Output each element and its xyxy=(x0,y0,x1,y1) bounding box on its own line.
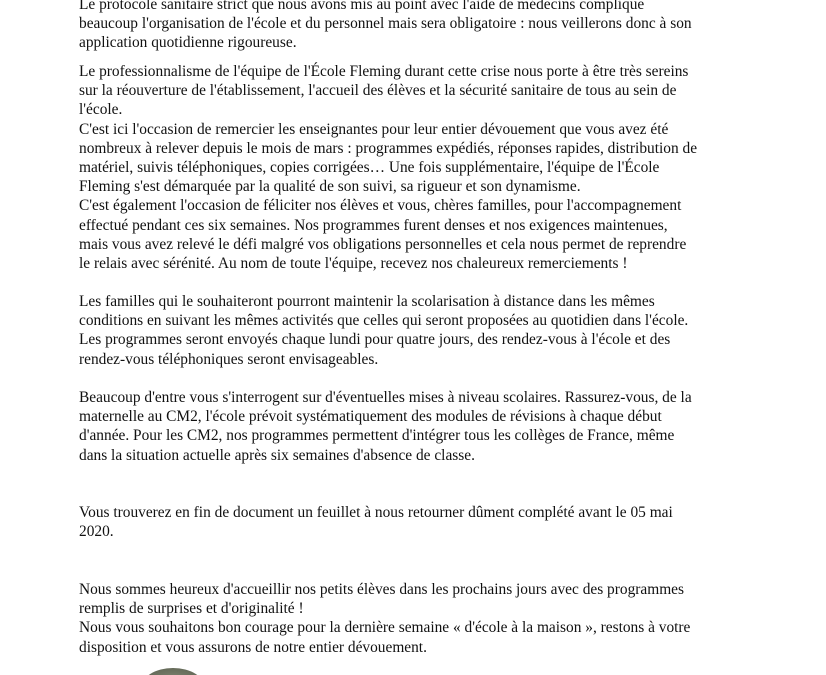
paragraph-closing xyxy=(79,580,759,657)
paragraph-text: Beaucoup d'entre vous s'interrogent sur d'éventuelles mises à niveau scolaires. Rassurez-vous, de la maternelle au CM2, l'école prévoit systématiquement des modules de révisions à chaque début d'année. Pour les CM2, nos programmes permettent d'intégrer tous les collèges de France, même dans la situation actuelle après six semaines d'absence de classe. xyxy=(79,389,692,464)
paragraph-sanitary-protocol xyxy=(79,0,759,53)
paragraph-distance-schooling xyxy=(79,292,759,369)
paragraph-return-form xyxy=(79,503,759,541)
stamp-image xyxy=(141,668,205,675)
paragraph-text: Le professionnalisme de l'équipe de l'École Fleming durant cette crise nous porte à être très sereins sur la réouverture de l'établissement, l'accueil des élèves et la sécurité sanitaire de tous au sein de l'école. C'est ici l'occasion de remercier les enseignantes pour leur entier dévouement que vous avez été nombreux à relever depuis le mois de mars : programmes expédiés, réponses rapides, distribution de matériel, suivis téléphoniques, copies corrigées… Une fois supplémentaire, l'équipe de l'École Fleming s'est démarquée par la qualité de son suivi, sa rigueur et son dynamisme. C'est également l'occasion de féliciter nos élèves et vous, chères familles, pour l'accompagnement effectué pendant ces six semaines. Nos programmes furent denses et nos exigences maintenues, mais vous avez relevé le défi malgré vos obligations personnelles et cela nous permet de reprendre le relais avec sérénité. Au nom de toute l'équipe, recevez nos chaleureux remerciements ! xyxy=(79,63,698,273)
paragraph-text: Vous trouverez en fin de document un feuillet à nous retourner dûment complété avant le 05 mai 2020. xyxy=(79,504,673,541)
paragraph-text: Les familles qui le souhaiteront pourront maintenir la scolarisation à distance dans les mêmes conditions en suivant les mêmes activités que celles qui seront proposées au quotidien dans l'école. Les programmes seront envoyés chaque lundi pour quatre jours, des rendez-vous à l'école et des rendez-vous téléphoniques seront envisageables. xyxy=(79,293,689,368)
paragraph-text: Le protocole sanitaire strict que nous avons mis au point avec l'aide de médecins complique beaucoup l'organisation de l'école et du personnel mais sera obligatoire : nous veillerons donc à son application quotidienne rigoureuse. xyxy=(79,0,692,52)
paragraph-academic-levels xyxy=(79,388,759,465)
paragraph-text: Nous sommes heureux d'accueillir nos petits élèves dans les prochains jours avec des programmes remplis de surprises et d'originalité ! Nous vous souhaitons bon courage pour la dernière semaine « d'école à la maison », restons à votre disposition et vous assurons de notre entier dévouement. xyxy=(79,581,691,656)
paragraph-thanks xyxy=(79,62,759,273)
